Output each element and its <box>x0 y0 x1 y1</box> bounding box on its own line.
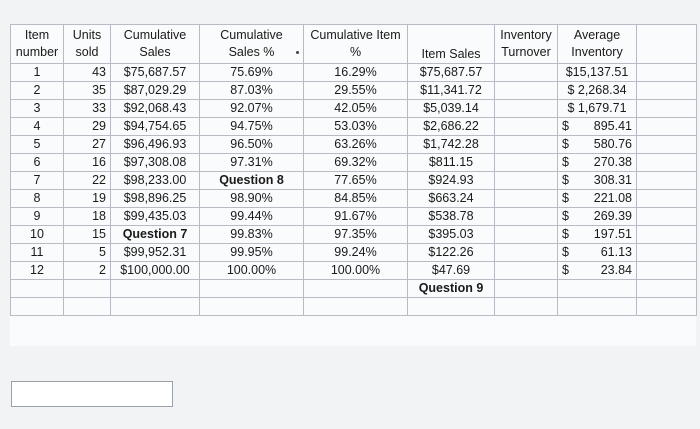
header-item-sales: Item Sales <box>408 25 495 64</box>
answer-input-box[interactable] <box>11 381 173 407</box>
cell-blank[interactable] <box>637 190 697 208</box>
cell-item-number[interactable]: 2 <box>11 82 64 100</box>
cell-average-inventory[interactable] <box>558 100 637 118</box>
cell-cumulative-sales[interactable]: $75,687.57 <box>111 64 200 82</box>
cell-cumulative-sales-pct[interactable]: 94.75% <box>200 118 304 136</box>
cell-blank[interactable] <box>637 208 697 226</box>
footer-row <box>11 280 697 298</box>
cell-item-sales[interactable]: $924.93 <box>408 172 495 190</box>
cell-inventory-turnover[interactable] <box>495 64 558 82</box>
currency-sign: $ <box>562 227 569 241</box>
table-row <box>11 262 697 280</box>
cell-average-inventory[interactable] <box>558 154 637 172</box>
cell-cumulative-sales[interactable]: $92,068.43 <box>111 100 200 118</box>
table-row <box>11 136 697 154</box>
cell-cumulative-sales[interactable]: $99,952.31 <box>111 244 200 262</box>
table-row <box>11 244 697 262</box>
cell-inventory-turnover[interactable] <box>495 244 558 262</box>
cell-cumulative-sales[interactable]: $96,496.93 <box>111 136 200 154</box>
table-row <box>11 208 697 226</box>
cell-cumulative-item-pct[interactable]: 29.55% <box>304 82 408 100</box>
cell-units-sold[interactable]: 43 <box>64 64 111 82</box>
cell-inventory-turnover[interactable] <box>495 154 558 172</box>
cell-item-number[interactable]: 10 <box>11 226 64 244</box>
cell-inventory-turnover[interactable] <box>495 118 558 136</box>
cell-item-sales[interactable]: $663.24 <box>408 190 495 208</box>
cell-units-sold[interactable]: 16 <box>64 154 111 172</box>
cell-cumulative-sales-pct[interactable]: 96.50% <box>200 136 304 154</box>
cell-average-inventory[interactable] <box>558 208 637 226</box>
cell-cumulative-item-pct[interactable]: 99.24% <box>304 244 408 262</box>
cell-units-sold[interactable]: 29 <box>64 118 111 136</box>
cell-empty[interactable] <box>111 298 200 316</box>
cell-average-inventory[interactable] <box>558 190 637 208</box>
cell-cumulative-sales-pct[interactable]: 75.69% <box>200 64 304 82</box>
empty-row <box>11 298 697 316</box>
cell-inventory-turnover[interactable] <box>495 190 558 208</box>
table-row <box>11 64 697 82</box>
cell-inventory-turnover[interactable] <box>495 226 558 244</box>
average-inventory-value: 895.41 <box>593 119 632 133</box>
cell-blank[interactable] <box>637 82 697 100</box>
cell-average-inventory[interactable] <box>558 82 637 100</box>
cell-cumulative-sales-pct[interactable]: Question 8 <box>200 172 304 190</box>
cell-cumulative-item-pct[interactable]: 100.00% <box>304 262 408 280</box>
average-inventory-value: $15,137.51 <box>565 65 629 79</box>
cell-average-inventory[interactable] <box>558 172 637 190</box>
cell-cumulative-sales-pct[interactable]: 98.90% <box>200 190 304 208</box>
cell-units-sold[interactable]: 15 <box>64 226 111 244</box>
currency-sign: $ <box>562 155 569 169</box>
cell-blank[interactable] <box>637 100 697 118</box>
cell-item-number[interactable]: 1 <box>11 64 64 82</box>
cell-units-sold[interactable]: 35 <box>64 82 111 100</box>
currency-sign: $ <box>562 173 569 187</box>
spreadsheet <box>10 24 696 346</box>
header-units-sold: Units sold <box>64 25 111 64</box>
cell-empty[interactable] <box>11 298 64 316</box>
cell-empty[interactable] <box>304 280 408 298</box>
cell-inventory-turnover[interactable] <box>495 100 558 118</box>
cell-cumulative-item-pct[interactable]: 84.85% <box>304 190 408 208</box>
cell-empty[interactable] <box>64 280 111 298</box>
header-cumulative-sales: Cumulative Sales <box>111 25 200 64</box>
cell-blank[interactable] <box>637 136 697 154</box>
cell-item-sales[interactable]: $2,686.22 <box>408 118 495 136</box>
cell-blank[interactable] <box>637 172 697 190</box>
header-inventory-turnover: Inventory Turnover <box>495 25 558 64</box>
cell-cumulative-sales-pct[interactable]: 97.31% <box>200 154 304 172</box>
currency-sign: $ <box>562 209 569 223</box>
cell-average-inventory[interactable] <box>558 118 637 136</box>
cell-item-sales[interactable]: $122.26 <box>408 244 495 262</box>
currency-sign: $ <box>562 263 569 277</box>
cell-item-number[interactable]: 9 <box>11 208 64 226</box>
average-inventory-value: 269.39 <box>593 209 632 223</box>
cell-units-sold[interactable]: 27 <box>64 136 111 154</box>
average-inventory-value: 270.38 <box>593 155 632 169</box>
cell-cumulative-sales[interactable]: $99,435.03 <box>111 208 200 226</box>
cell-cumulative-sales-pct[interactable]: 87.03% <box>200 82 304 100</box>
cell-item-sales[interactable]: $5,039.14 <box>408 100 495 118</box>
cell-empty[interactable] <box>495 298 558 316</box>
cell-blank[interactable] <box>637 262 697 280</box>
cell-empty[interactable] <box>200 280 304 298</box>
cell-cumulative-sales-pct[interactable]: 99.95% <box>200 244 304 262</box>
header-cumulative-item-pct: Cumulative Item % <box>304 25 408 64</box>
average-inventory-value: 197.51 <box>593 227 632 241</box>
cell-empty[interactable] <box>637 298 697 316</box>
header-cumulative-sales-pct: Cumulative Sales % <box>200 25 304 64</box>
average-inventory-value: 221.08 <box>593 191 632 205</box>
average-inventory-value: $ 2,268.34 <box>567 83 627 97</box>
cell-cumulative-item-pct[interactable]: 97.35% <box>304 226 408 244</box>
cell-average-inventory[interactable] <box>558 262 637 280</box>
table-row <box>11 226 697 244</box>
average-inventory-value: 61.13 <box>600 245 632 259</box>
cell-inventory-turnover[interactable] <box>495 262 558 280</box>
cell-empty[interactable] <box>558 298 637 316</box>
cell-empty[interactable] <box>408 298 495 316</box>
cell-item-number[interactable]: 4 <box>11 118 64 136</box>
cell-units-sold[interactable]: 22 <box>64 172 111 190</box>
currency-sign: $ <box>562 119 569 133</box>
cell-item-number[interactable]: 3 <box>11 100 64 118</box>
cell-units-sold[interactable]: 33 <box>64 100 111 118</box>
inventory-table <box>10 24 697 316</box>
cell-item-number[interactable]: 5 <box>11 136 64 154</box>
cell-inventory-turnover[interactable] <box>495 136 558 154</box>
cell-question-9[interactable]: Question 9 <box>408 280 495 298</box>
cell-cumulative-sales[interactable]: $98,896.25 <box>111 190 200 208</box>
header-item-number: Item number <box>11 25 64 64</box>
cell-blank[interactable] <box>637 64 697 82</box>
currency-sign: $ <box>562 191 569 205</box>
cell-cumulative-sales-pct[interactable]: 99.44% <box>200 208 304 226</box>
cell-empty[interactable] <box>558 280 637 298</box>
header-blank <box>637 25 697 64</box>
cell-empty[interactable] <box>200 298 304 316</box>
cell-cumulative-sales[interactable]: $97,308.08 <box>111 154 200 172</box>
cell-item-sales[interactable]: $47.69 <box>408 262 495 280</box>
cell-item-sales[interactable]: $75,687.57 <box>408 64 495 82</box>
table-row <box>11 190 697 208</box>
cell-item-number[interactable]: 11 <box>11 244 64 262</box>
cell-units-sold[interactable]: 2 <box>64 262 111 280</box>
cell-cumulative-item-pct[interactable]: 91.67% <box>304 208 408 226</box>
table-row <box>11 82 697 100</box>
currency-sign: $ <box>562 137 569 151</box>
cell-item-number[interactable]: 12 <box>11 262 64 280</box>
cell-empty[interactable] <box>304 298 408 316</box>
cell-cumulative-item-pct[interactable]: 16.29% <box>304 64 408 82</box>
cell-inventory-turnover[interactable] <box>495 172 558 190</box>
cell-item-number[interactable]: 7 <box>11 172 64 190</box>
cell-item-sales[interactable]: $11,341.72 <box>408 82 495 100</box>
table-row <box>11 172 697 190</box>
table-row <box>11 154 697 172</box>
cell-item-number[interactable]: 6 <box>11 154 64 172</box>
cell-blank[interactable] <box>637 226 697 244</box>
cell-blank[interactable] <box>637 118 697 136</box>
cell-cumulative-item-pct[interactable]: 69.32% <box>304 154 408 172</box>
cell-cumulative-sales[interactable]: $98,233.00 <box>111 172 200 190</box>
cell-cumulative-sales[interactable]: $94,754.65 <box>111 118 200 136</box>
cell-blank[interactable] <box>637 244 697 262</box>
cell-units-sold[interactable]: 5 <box>64 244 111 262</box>
cell-cumulative-sales-pct[interactable]: 92.07% <box>200 100 304 118</box>
average-inventory-value: 308.31 <box>593 173 632 187</box>
cell-item-sales[interactable]: $811.15 <box>408 154 495 172</box>
cell-cumulative-item-pct[interactable]: 77.65% <box>304 172 408 190</box>
cell-item-sales[interactable]: $395.03 <box>408 226 495 244</box>
cell-units-sold[interactable]: 18 <box>64 208 111 226</box>
cell-average-inventory[interactable] <box>558 244 637 262</box>
cell-cumulative-sales[interactable]: $100,000.00 <box>111 262 200 280</box>
cell-units-sold[interactable]: 19 <box>64 190 111 208</box>
stray-mark <box>296 51 299 54</box>
average-inventory-value: 580.76 <box>593 137 632 151</box>
cell-empty[interactable] <box>637 280 697 298</box>
cell-empty[interactable] <box>64 298 111 316</box>
currency-sign: $ <box>562 245 569 259</box>
table-row <box>11 100 697 118</box>
cell-average-inventory[interactable] <box>558 64 637 82</box>
cell-average-inventory[interactable] <box>558 136 637 154</box>
cell-cumulative-sales[interactable]: $87,029.29 <box>111 82 200 100</box>
cell-cumulative-sales[interactable]: Question 7 <box>111 226 200 244</box>
cell-inventory-turnover[interactable] <box>495 208 558 226</box>
cell-blank[interactable] <box>637 154 697 172</box>
cell-empty[interactable] <box>111 280 200 298</box>
cell-cumulative-item-pct[interactable]: 53.03% <box>304 118 408 136</box>
average-inventory-value: 23.84 <box>600 263 632 277</box>
header-average-inventory: Average Inventory <box>558 25 637 64</box>
cell-cumulative-sales-pct[interactable]: 99.83% <box>200 226 304 244</box>
cell-cumulative-item-pct[interactable]: 63.26% <box>304 136 408 154</box>
cell-empty[interactable] <box>11 280 64 298</box>
cell-cumulative-item-pct[interactable]: 42.05% <box>304 100 408 118</box>
cell-item-sales[interactable]: $538.78 <box>408 208 495 226</box>
cell-empty[interactable] <box>495 280 558 298</box>
header-row <box>11 25 697 64</box>
cell-item-number[interactable]: 8 <box>11 190 64 208</box>
table-row <box>11 118 697 136</box>
cell-cumulative-sales-pct[interactable]: 100.00% <box>200 262 304 280</box>
cell-item-sales[interactable]: $1,742.28 <box>408 136 495 154</box>
average-inventory-value: $ 1,679.71 <box>567 101 627 115</box>
cell-inventory-turnover[interactable] <box>495 82 558 100</box>
cell-average-inventory[interactable] <box>558 226 637 244</box>
